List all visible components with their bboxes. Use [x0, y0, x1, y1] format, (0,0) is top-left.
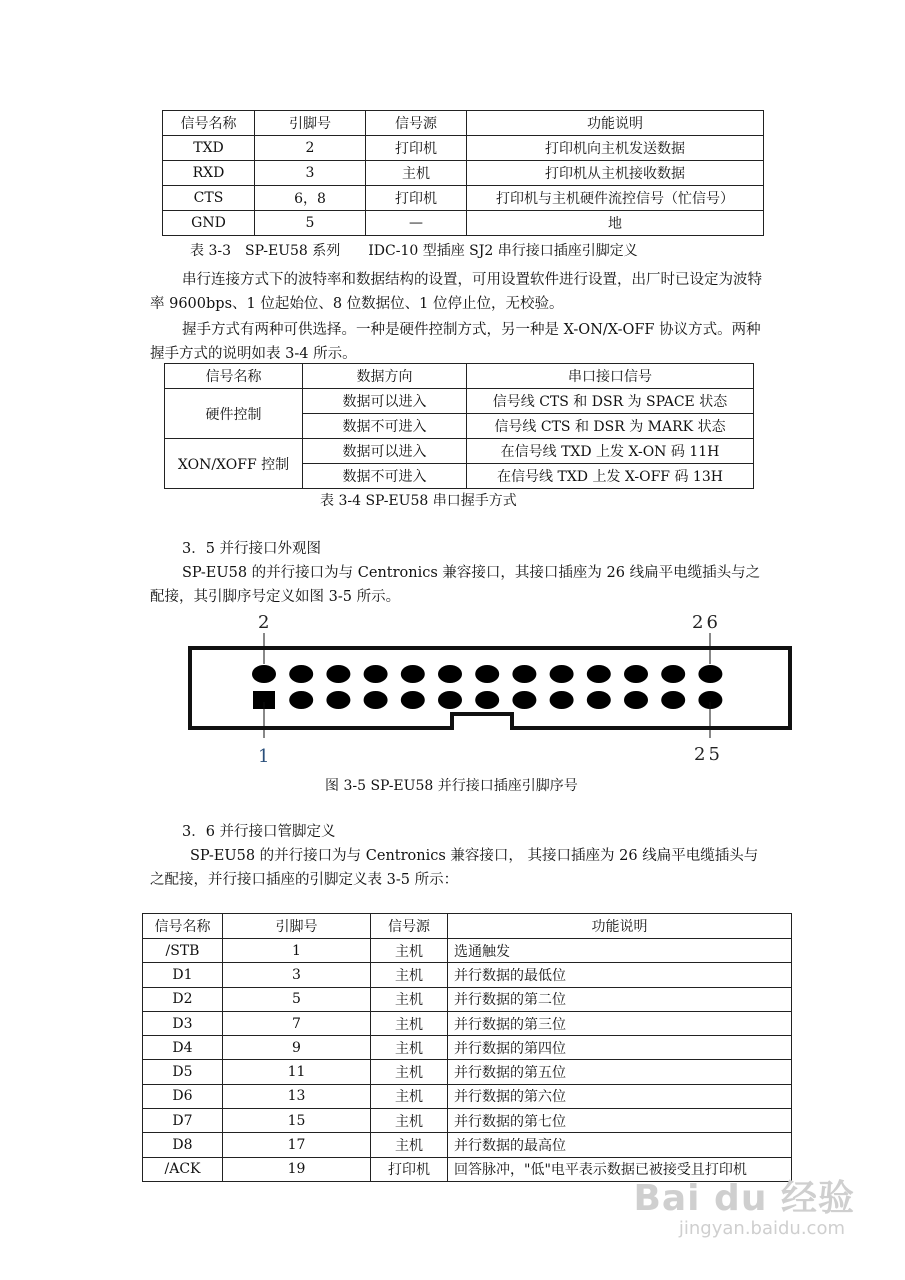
- table-row: [163, 186, 764, 211]
- cell: 打印机与主机硬件流控信号（忙信号）: [467, 186, 764, 211]
- section-3-6-heading: 3．6 并行接口管脚定义: [182, 824, 336, 840]
- cell: 主机: [371, 1133, 448, 1157]
- pin-17: [550, 691, 574, 709]
- cell: D5: [143, 1060, 223, 1084]
- pin-10: [401, 665, 425, 683]
- table-row: [143, 1084, 792, 1108]
- header-cell: 信号源: [371, 914, 448, 939]
- cell: D1: [143, 963, 223, 987]
- header-cell: 数据方向: [303, 364, 467, 389]
- cell: 数据可以进入: [303, 439, 467, 464]
- pin-2: [252, 665, 276, 683]
- cell: 主机: [371, 1036, 448, 1060]
- header-cell: 引脚号: [255, 111, 366, 136]
- pin-9: [401, 691, 425, 709]
- cell: D6: [143, 1084, 223, 1108]
- cell: 主机: [371, 1084, 448, 1108]
- pin-6: [326, 665, 350, 683]
- cell: 1: [223, 939, 371, 963]
- header-cell: 信号名称: [163, 111, 255, 136]
- cell: 主机: [371, 987, 448, 1011]
- cell: 回答脉冲，"低"电平表示数据已被接受且打印机: [448, 1157, 792, 1181]
- table-row: [163, 211, 764, 236]
- cell: 打印机: [371, 1157, 448, 1181]
- pin-16: [512, 665, 536, 683]
- pin-14: [475, 665, 499, 683]
- table-row: [143, 1036, 792, 1060]
- cell: D4: [143, 1036, 223, 1060]
- cell: 并行数据的第二位: [448, 987, 792, 1011]
- pin-13: [475, 691, 499, 709]
- cell: 7: [223, 1011, 371, 1035]
- cell: D7: [143, 1109, 223, 1133]
- table-header-row: [143, 914, 792, 939]
- pin-4: [289, 665, 313, 683]
- group-cell-xonxoff: XON/XOFF 控制: [165, 439, 303, 489]
- cell: 选通触发: [448, 939, 792, 963]
- cell: 并行数据的第六位: [448, 1084, 792, 1108]
- connector-figure: [0, 600, 905, 774]
- cell: 数据不可进入: [303, 464, 467, 489]
- pin-24: [661, 665, 685, 683]
- pin-22: [624, 665, 648, 683]
- cell: 并行数据的最低位: [448, 963, 792, 987]
- header-cell: 串口接口信号: [467, 364, 754, 389]
- cell: 打印机: [366, 186, 467, 211]
- header-cell: 功能说明: [467, 111, 764, 136]
- cell: 并行数据的第三位: [448, 1011, 792, 1035]
- cell: 19: [223, 1157, 371, 1181]
- pin-15: [512, 691, 536, 709]
- group-cell-hardware: 硬件控制: [165, 389, 303, 439]
- cell: TXD: [163, 136, 255, 161]
- label-pin-26: 26: [692, 612, 721, 633]
- cell: 数据可以进入: [303, 389, 467, 414]
- cell: 6，8: [255, 186, 366, 211]
- table-row: [143, 963, 792, 987]
- cell: D2: [143, 987, 223, 1011]
- table-row: [163, 161, 764, 186]
- pin-18: [550, 665, 574, 683]
- cell: 在信号线 TXD 上发 X-ON 码 11H: [467, 439, 754, 464]
- pin-8: [364, 665, 388, 683]
- pin-20: [587, 665, 611, 683]
- table-3-4-caption: 表 3-4 SP-EU58 串口握手方式: [320, 493, 517, 509]
- table-3-5: [142, 913, 792, 1182]
- cell: 3: [223, 963, 371, 987]
- cell: 并行数据的第五位: [448, 1060, 792, 1084]
- table-row: [143, 939, 792, 963]
- table-row: [143, 1133, 792, 1157]
- paragraph-handshake: 握手方式有两种可供选择。一种是硬件控制方式，另一种是 X-ON/X-OFF 协议方式。两种握手方式的说明如表 3-4 所示。: [150, 322, 761, 362]
- cell: /STB: [143, 939, 223, 963]
- label-pin-25: 25: [694, 744, 723, 765]
- cell: 主机: [371, 963, 448, 987]
- cell: 地: [467, 211, 764, 236]
- pin-26: [698, 665, 722, 683]
- cell: 主机: [366, 161, 467, 186]
- figure-3-5-caption: 图 3-5 SP-EU58 并行接口插座引脚序号: [325, 778, 578, 794]
- cell: D8: [143, 1133, 223, 1157]
- table-3-3: [162, 110, 764, 236]
- section-3-5-paragraph: SP-EU58 的并行接口为与 Centronics 兼容接口，其接口插座为 26 线扁平电缆插头与之配接，其引脚序号定义如图 3-5 所示。: [150, 565, 761, 605]
- table-3-3-caption: 表 3-3 SP-EU58 系列 IDC-10 型插座 SJ2 串行接口插座引脚定义: [190, 243, 638, 259]
- cell: 打印机: [366, 136, 467, 161]
- section-3-6-paragraph: SP-EU58 的并行接口为与 Centronics 兼容接口， 其接口插座为 26 线扁平电缆插头与之配接，并行接口插座的引脚定义表 3-5 所示：: [150, 848, 759, 888]
- header-cell: 信号源: [366, 111, 467, 136]
- pin-3: [289, 691, 313, 709]
- pin-23: [661, 691, 685, 709]
- baidu-watermark: [633, 1170, 855, 1239]
- cell: 3: [255, 161, 366, 186]
- cell: 并行数据的最高位: [448, 1133, 792, 1157]
- header-cell: 功能说明: [448, 914, 792, 939]
- pin-12: [438, 665, 462, 683]
- cell: 9: [223, 1036, 371, 1060]
- table-3-4: [164, 363, 754, 489]
- table-header-row: [163, 111, 764, 136]
- cell: 主机: [371, 1060, 448, 1084]
- pin-19: [587, 691, 611, 709]
- table-row: [143, 1109, 792, 1133]
- cell: 15: [223, 1109, 371, 1133]
- pin-5: [326, 691, 350, 709]
- cell: /ACK: [143, 1157, 223, 1181]
- cell: 打印机从主机接收数据: [467, 161, 764, 186]
- pin-7: [364, 691, 388, 709]
- table-row: [143, 1060, 792, 1084]
- label-pin-1: 1: [258, 746, 270, 767]
- cell: D3: [143, 1011, 223, 1035]
- cell: 主机: [371, 1011, 448, 1035]
- cell: CTS: [163, 186, 255, 211]
- cell: 并行数据的第四位: [448, 1036, 792, 1060]
- cell: 主机: [371, 939, 448, 963]
- connector-svg: [0, 600, 905, 770]
- cell: 数据不可进入: [303, 414, 467, 439]
- cell: —: [366, 211, 467, 236]
- cell: 在信号线 TXD 上发 X-OFF 码 13H: [467, 464, 754, 489]
- connector-outline: [190, 648, 790, 728]
- cell: GND: [163, 211, 255, 236]
- table-row: [165, 389, 754, 414]
- cell: 17: [223, 1133, 371, 1157]
- cell: 信号线 CTS 和 DSR 为 MARK 状态: [467, 414, 754, 439]
- table-row: [163, 136, 764, 161]
- paragraph-baud-rate: 串行连接方式下的波特率和数据结构的设置，可用设置软件进行设置，出厂时已设定为波特率 9600bps、1 位起始位、8 位数据位、1 位停止位，无校验。: [150, 272, 762, 312]
- cell: 主机: [371, 1109, 448, 1133]
- cell: 打印机向主机发送数据: [467, 136, 764, 161]
- cell: 2: [255, 136, 366, 161]
- section-3-5-heading: 3．5 并行接口外观图: [182, 541, 322, 557]
- watermark-logo: Bai du 经验: [633, 1178, 855, 1219]
- table-row: [165, 439, 754, 464]
- pin-21: [624, 691, 648, 709]
- watermark-url: jingyan.baidu.com: [678, 1218, 845, 1239]
- header-cell: 信号名称: [143, 914, 223, 939]
- pin-11: [438, 691, 462, 709]
- header-cell: 引脚号: [223, 914, 371, 939]
- cell: 13: [223, 1084, 371, 1108]
- table-row: [143, 1011, 792, 1035]
- label-pin-2: 2: [258, 612, 270, 633]
- pin-group: [252, 665, 722, 709]
- table-header-row: [165, 364, 754, 389]
- cell: 5: [255, 211, 366, 236]
- cell: 信号线 CTS 和 DSR 为 SPACE 状态: [467, 389, 754, 414]
- cell: 11: [223, 1060, 371, 1084]
- cell: RXD: [163, 161, 255, 186]
- header-cell: 信号名称: [165, 364, 303, 389]
- cell: 并行数据的第七位: [448, 1109, 792, 1133]
- cell: 5: [223, 987, 371, 1011]
- table-row: [143, 987, 792, 1011]
